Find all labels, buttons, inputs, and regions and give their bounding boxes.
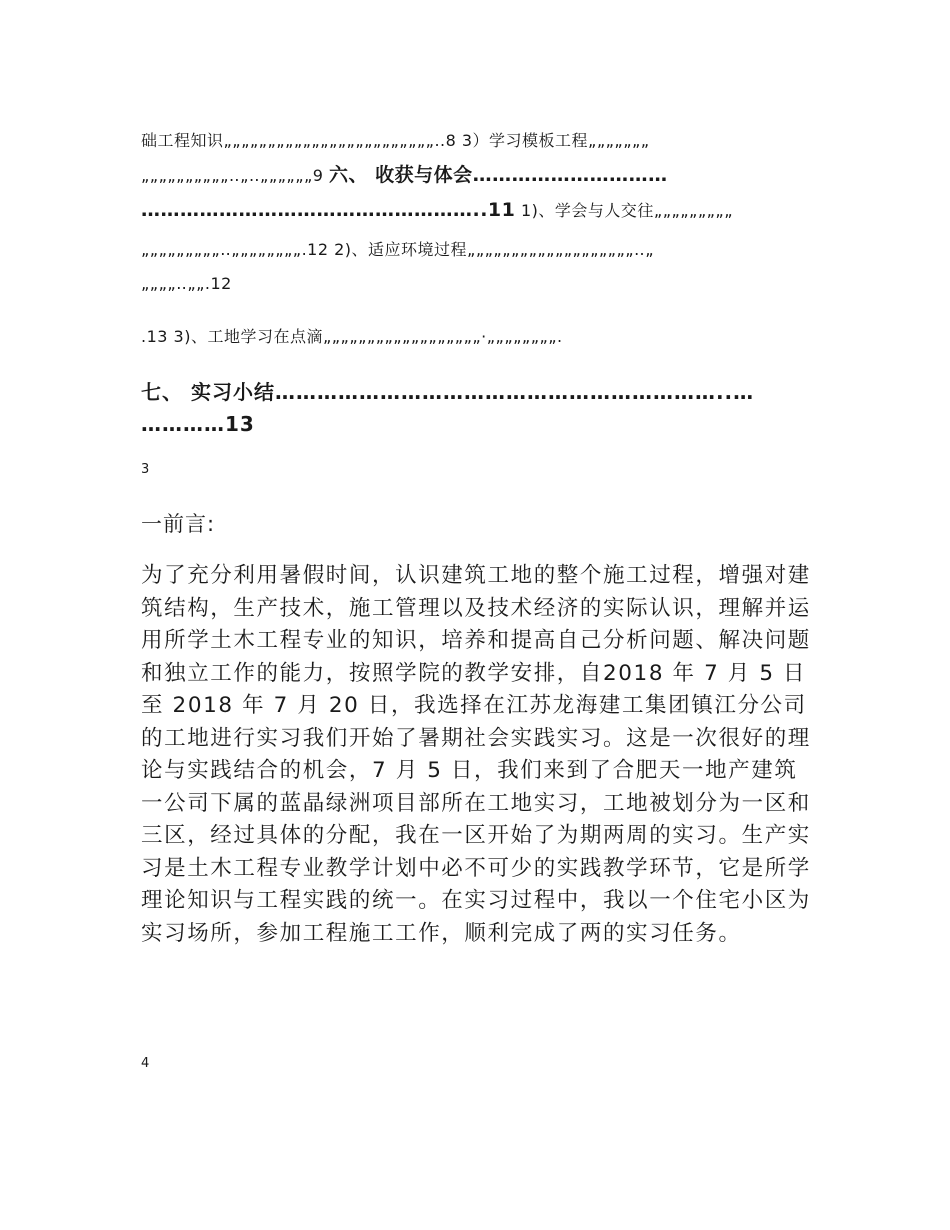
toc-line: „„„„„„„„„‥„„„„„„„„.12 2)、适应环境过程„„„„„„„„„„„„„„„„„„„‥„ bbox=[141, 240, 655, 259]
toc-entry: „„„„„„„„„„‥„‥„„„„„„9 bbox=[141, 166, 330, 185]
toc-section-page: ……………………………………………..11 bbox=[141, 199, 516, 221]
toc-line: .13 3)、工地学习在点滴„„„„„„„„„„„„„„„„„„·„„„„„„„„. bbox=[141, 327, 563, 346]
toc-line: 础工程知识„„„„„„„„„„„„„„„„„„„„„„„„..8 3）学习模板工程„„„„„„„ bbox=[141, 131, 650, 150]
page-number: 4 bbox=[141, 1056, 150, 1071]
toc-section-title: 七、 实习小结………………………………………………………..… bbox=[141, 380, 755, 404]
toc-section-page: …………13 bbox=[141, 412, 255, 436]
toc-line bbox=[141, 198, 821, 221]
toc-line: „„„„‥„„.12 bbox=[141, 274, 232, 293]
body-paragraph: 为了充分利用暑假时间，认识建筑工地的整个施工过程，增强对建筑结构，生产技术，施工管理以及技术经济的实际认识，理解并运用所学土木工程专业的知识，培养和提高自己分析问题、解决问题和独立工作的能力，按照学院的教学安排，自2018 年 7 月 5 日至 2018 年 7 月 20 日，我选择在江苏龙海建工集团镇江分公司的工地进行实习我们开始了暑期社会实践实习。这是一次很好的理论与实践结合的机会，7 月 5 日，我们来到了合肥天一地产建筑一公司下属的蓝晶绿洲项目部所在工地实习，工地被划分为一区和三区，经过具体的分配，我在一区开始了为期两周的实习。生产实习是土木工程专业教学计划中必不可少的实践教学环节，它是所学理论知识与工程实践的统一。在实习过程中，我以一个住宅小区为实习场所，参加工程施工工作，顺利完成了两的实习任务。 bbox=[141, 563, 811, 946]
toc-entry: 1)、学会与人交往„„„„„„„„„ bbox=[515, 201, 734, 220]
page-number: 3 bbox=[141, 462, 150, 477]
toc-section-title: 六、 收获与体会………………………… bbox=[329, 164, 668, 186]
section-heading: 一前言: bbox=[141, 512, 216, 536]
toc-line bbox=[141, 160, 821, 187]
